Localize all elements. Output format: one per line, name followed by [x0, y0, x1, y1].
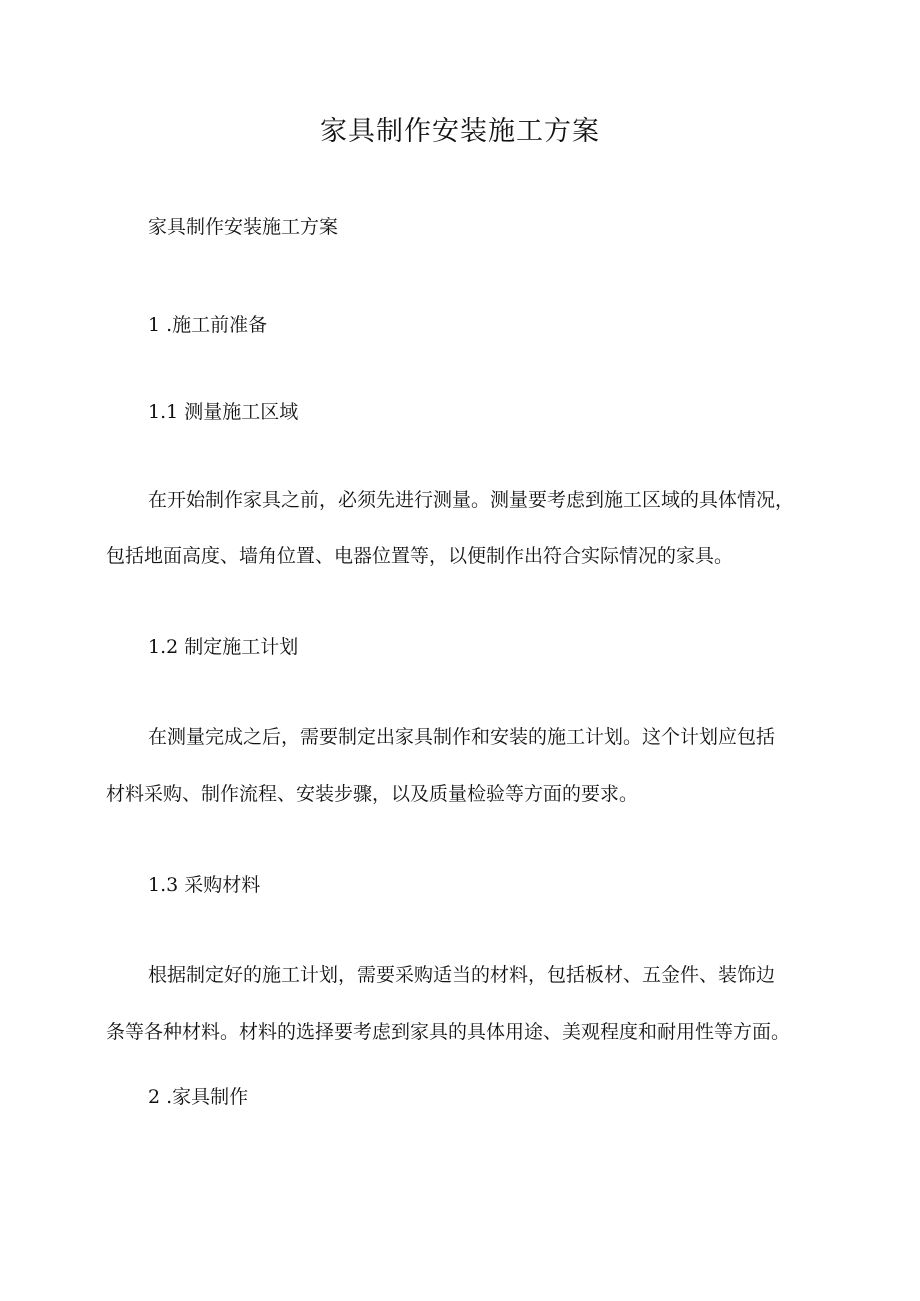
- paragraph-line: 条等各种材料。材料的选择要考虑到家具的具体用途、美观程度和耐用性等方面。: [106, 1021, 791, 1043]
- section-heading-1: 1 .施工前准备: [148, 314, 268, 336]
- paragraph-line: 根据制定好的施工计划，需要采购适当的材料，包括板材、五金件、装饰边: [148, 964, 776, 986]
- subtitle-line: 家具制作安装施工方案: [148, 216, 339, 238]
- paragraph-line: 包括地面高度、墙角位置、电器位置等，以便制作出符合实际情况的家具。: [106, 545, 734, 567]
- document-title: 家具制作安装施工方案: [320, 116, 600, 147]
- paragraph-line: 在测量完成之后，需要制定出家具制作和安装的施工计划。这个计划应包括: [148, 726, 776, 748]
- subsection-heading-1-2: 1.2 制定施工计划: [148, 636, 299, 658]
- subsection-heading-1-3: 1.3 采购材料: [148, 874, 261, 896]
- section-heading-2: 2 .家具制作: [148, 1086, 249, 1108]
- subsection-heading-1-1: 1.1 测量施工区域: [148, 401, 299, 423]
- paragraph-line: 在开始制作家具之前，必须先进行测量。测量要考虑到施工区域的具体情况，: [148, 489, 795, 511]
- paragraph-line: 材料采购、制作流程、安装步骤，以及质量检验等方面的要求。: [106, 783, 639, 805]
